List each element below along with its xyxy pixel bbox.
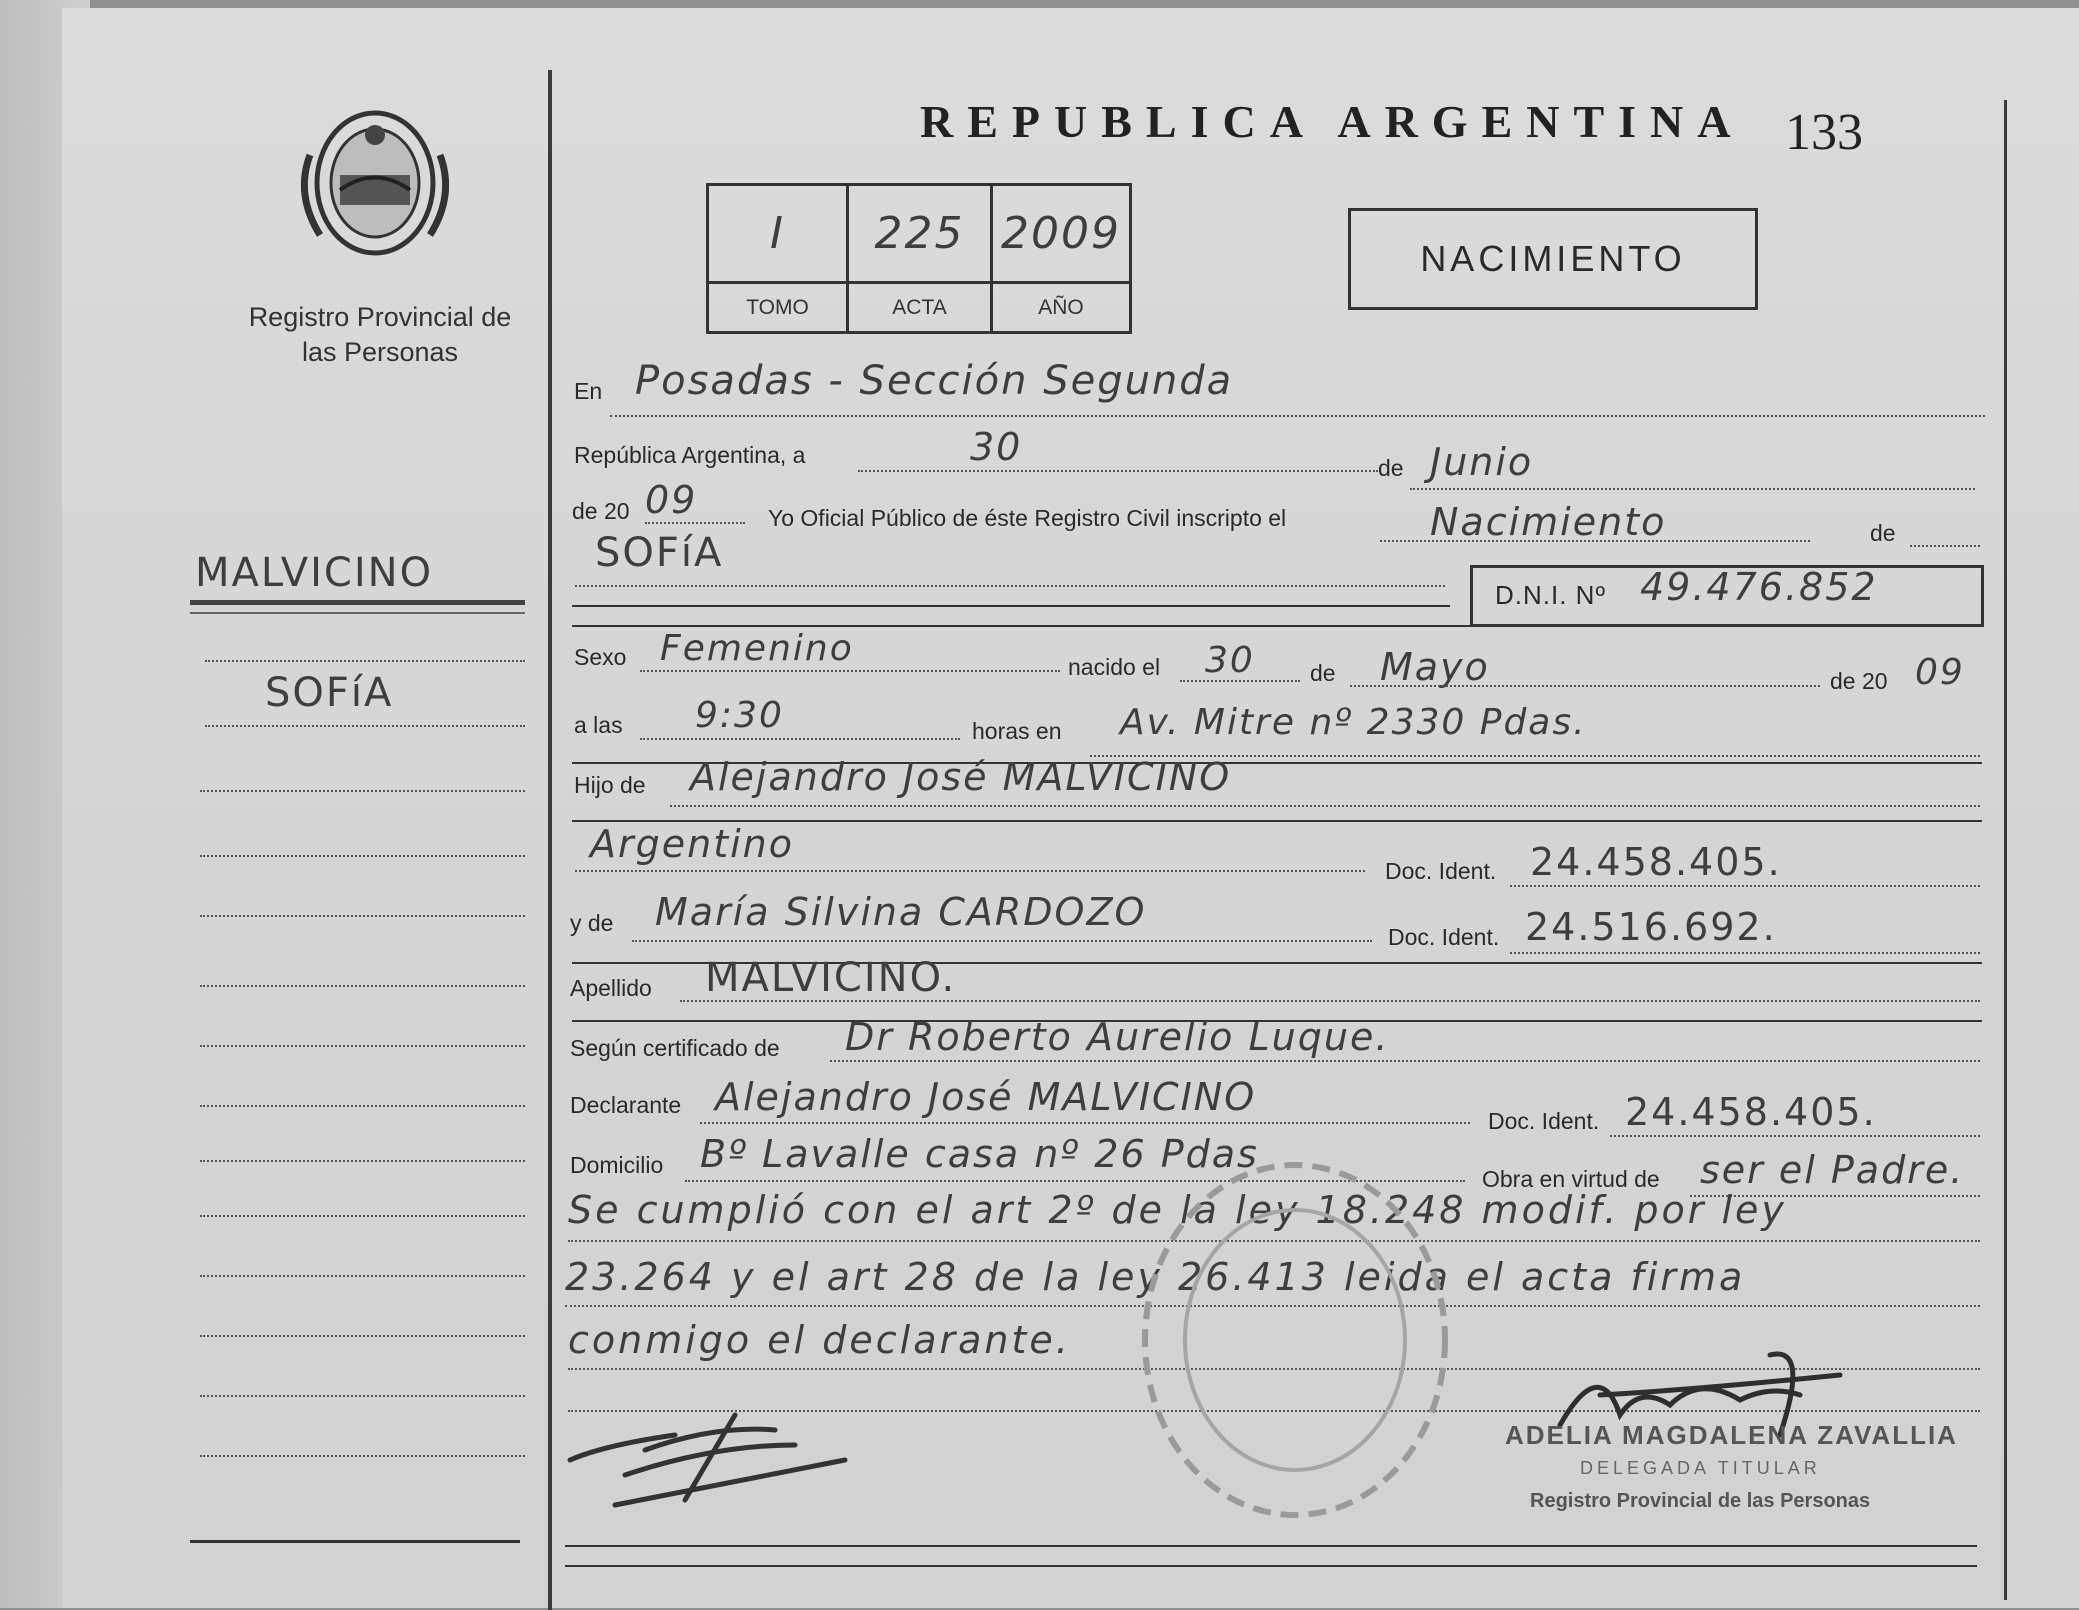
value-surname: MALVICINO. xyxy=(705,955,957,1001)
value-act: Nacimiento xyxy=(1430,500,1667,544)
value-reason: ser el Padre. xyxy=(1700,1148,1965,1192)
label-at: a las xyxy=(574,712,623,738)
line-certificate xyxy=(830,1060,1980,1062)
margin-line xyxy=(200,1275,525,1277)
margin-line xyxy=(205,725,525,727)
margin-line xyxy=(200,1395,525,1397)
country-title: REPUBLICA ARGENTINA xyxy=(920,96,1745,147)
margin-line xyxy=(200,915,525,917)
line-place xyxy=(610,415,1985,417)
declarant-signature-icon xyxy=(565,1405,855,1515)
tomo-value: I xyxy=(709,186,849,281)
acta-label: ACTA xyxy=(849,281,993,331)
tomo-label: TOMO xyxy=(709,281,849,331)
anio-value: 2009 xyxy=(1001,208,1121,259)
label-son-of: Hijo de xyxy=(574,772,646,798)
bottom-rule-2 xyxy=(565,1565,1977,1567)
label-declarant-doc: Doc. Ident. xyxy=(1488,1108,1600,1134)
label-domicile: Domicilio xyxy=(570,1152,664,1178)
label-de-name: de xyxy=(1870,520,1896,546)
label-de-month: de xyxy=(1378,455,1404,481)
margin-line xyxy=(205,660,525,662)
label-certificate: Según certificado de xyxy=(570,1035,780,1061)
rule-child-name xyxy=(572,605,1450,607)
line-act xyxy=(1380,540,1810,542)
registry-name: Registro Provincial de las Personas xyxy=(248,302,512,367)
margin-line xyxy=(200,855,525,857)
value-certificate: Dr Roberto Aurelio Luque. xyxy=(845,1015,1390,1059)
label-surname: Apellido xyxy=(570,975,652,1001)
label-mother-doc: Doc. Ident. xyxy=(1388,924,1500,950)
value-hour: 9:30 xyxy=(695,695,784,736)
value-sex: Femenino xyxy=(660,628,854,669)
value-declarant: Alejandro José MALVICINO xyxy=(715,1075,1257,1119)
value-declarant-doc: 24.458.405. xyxy=(1625,1090,1877,1134)
margin-surname-underline-2 xyxy=(190,612,525,614)
label-de-20: de 20 xyxy=(572,498,630,524)
line-declarant-doc xyxy=(1610,1135,1980,1137)
value-nationality: Argentino xyxy=(590,822,794,866)
label-de-birth-month: de xyxy=(1310,660,1336,686)
margin-line xyxy=(200,1215,525,1217)
page-right-border xyxy=(2004,100,2007,1600)
label-and-of: y de xyxy=(570,910,614,936)
line-mother xyxy=(632,940,1372,942)
label-birth-year: de 20 xyxy=(1830,668,1888,694)
value-birth-day: 30 xyxy=(1205,640,1255,681)
label-dni: D.N.I. Nº xyxy=(1495,580,1606,610)
value-birth-year-suffix: 09 xyxy=(1915,652,1965,693)
value-domicile: Bº Lavalle casa nº 26 Pdas xyxy=(700,1132,1259,1176)
line-nationality xyxy=(575,870,1365,872)
value-birth-month: Mayo xyxy=(1380,645,1490,689)
label-en: En xyxy=(574,378,603,404)
official-name: ADELIA MAGDALENA ZAVALLIA xyxy=(1505,1420,1958,1450)
official-title: DELEGADA TITULAR xyxy=(1580,1458,1821,1478)
line-year xyxy=(645,522,745,524)
line-mother-doc xyxy=(1510,952,1980,954)
anio-label: AÑO xyxy=(993,281,1129,331)
value-child-name: SOFíA xyxy=(595,530,724,576)
value-birth-place: Av. Mitre nº 2330 Pdas. xyxy=(1120,702,1587,743)
line-birth-day xyxy=(1180,680,1300,682)
bottom-rule xyxy=(565,1545,1977,1547)
value-place: Posadas - Sección Segunda xyxy=(635,358,1234,404)
margin-line xyxy=(200,1160,525,1162)
line-declarant xyxy=(700,1122,1470,1124)
margin-line xyxy=(200,1335,525,1337)
act-type-box: NACIMIENTO xyxy=(1348,208,1758,310)
line-de-name xyxy=(1910,545,1980,547)
margin-line xyxy=(200,790,525,792)
acta-value: 225 xyxy=(849,186,993,281)
line-father xyxy=(670,805,1980,807)
registry-numbers-box xyxy=(706,183,1132,334)
value-month: Junio xyxy=(1430,440,1534,484)
line-hour xyxy=(640,738,960,740)
note-line-3: conmigo el declarante. xyxy=(568,1318,1071,1362)
value-mother: María Silvina CARDOZO xyxy=(655,890,1147,934)
margin-line xyxy=(200,1045,525,1047)
label-born: nacido el xyxy=(1068,654,1161,680)
label-father-doc: Doc. Ident. xyxy=(1385,858,1497,884)
value-day: 30 xyxy=(970,425,1023,469)
line-child-name xyxy=(575,585,1445,587)
official-office: Registro Provincial de las Personas xyxy=(1530,1490,1871,1512)
label-republica: República Argentina, a xyxy=(574,442,806,468)
value-father-doc: 24.458.405. xyxy=(1530,840,1782,884)
margin-line xyxy=(200,985,525,987)
line-sex xyxy=(640,670,1060,672)
rule-under-dni xyxy=(572,625,1982,627)
value-year-suffix: 09 xyxy=(645,478,698,522)
line-surname xyxy=(680,1000,1980,1002)
line-day xyxy=(858,470,1378,472)
margin-line xyxy=(200,1455,525,1457)
margin-line xyxy=(200,1105,525,1107)
line-birth-month xyxy=(1350,685,1820,687)
margin-surname-underline xyxy=(190,600,525,605)
official-stamp-icon xyxy=(1130,1150,1460,1530)
note-line-2: 23.264 y el art 28 de la ley 26.413 leida el acta firma xyxy=(565,1255,1746,1299)
line-father-doc xyxy=(1510,885,1980,887)
folio-number: 133 xyxy=(1785,104,1863,161)
line-month xyxy=(1410,488,1975,490)
label-reason: Obra en virtud de xyxy=(1482,1166,1660,1192)
margin-bottom-rule xyxy=(190,1540,520,1543)
value-mother-doc: 24.516.692. xyxy=(1525,905,1777,949)
note-line-1: Se cumplió con el art 2º de la ley 18.248 modif. por ley xyxy=(568,1188,1787,1232)
label-declarant: Declarante xyxy=(570,1092,682,1118)
margin-surname: MALVICINO xyxy=(195,550,434,596)
provincial-coat-of-arms-icon xyxy=(290,95,460,275)
label-official: Yo Oficial Público de éste Registro Civil inscripto el xyxy=(768,505,1287,531)
margin-given-name: SOFíA xyxy=(265,670,394,716)
label-sex: Sexo xyxy=(574,644,627,670)
value-father: Alejandro José MALVICINO xyxy=(690,755,1232,799)
label-hours-in: horas en xyxy=(972,718,1062,744)
column-divider xyxy=(548,70,552,1610)
value-dni: 49.476.852 xyxy=(1640,565,1878,609)
